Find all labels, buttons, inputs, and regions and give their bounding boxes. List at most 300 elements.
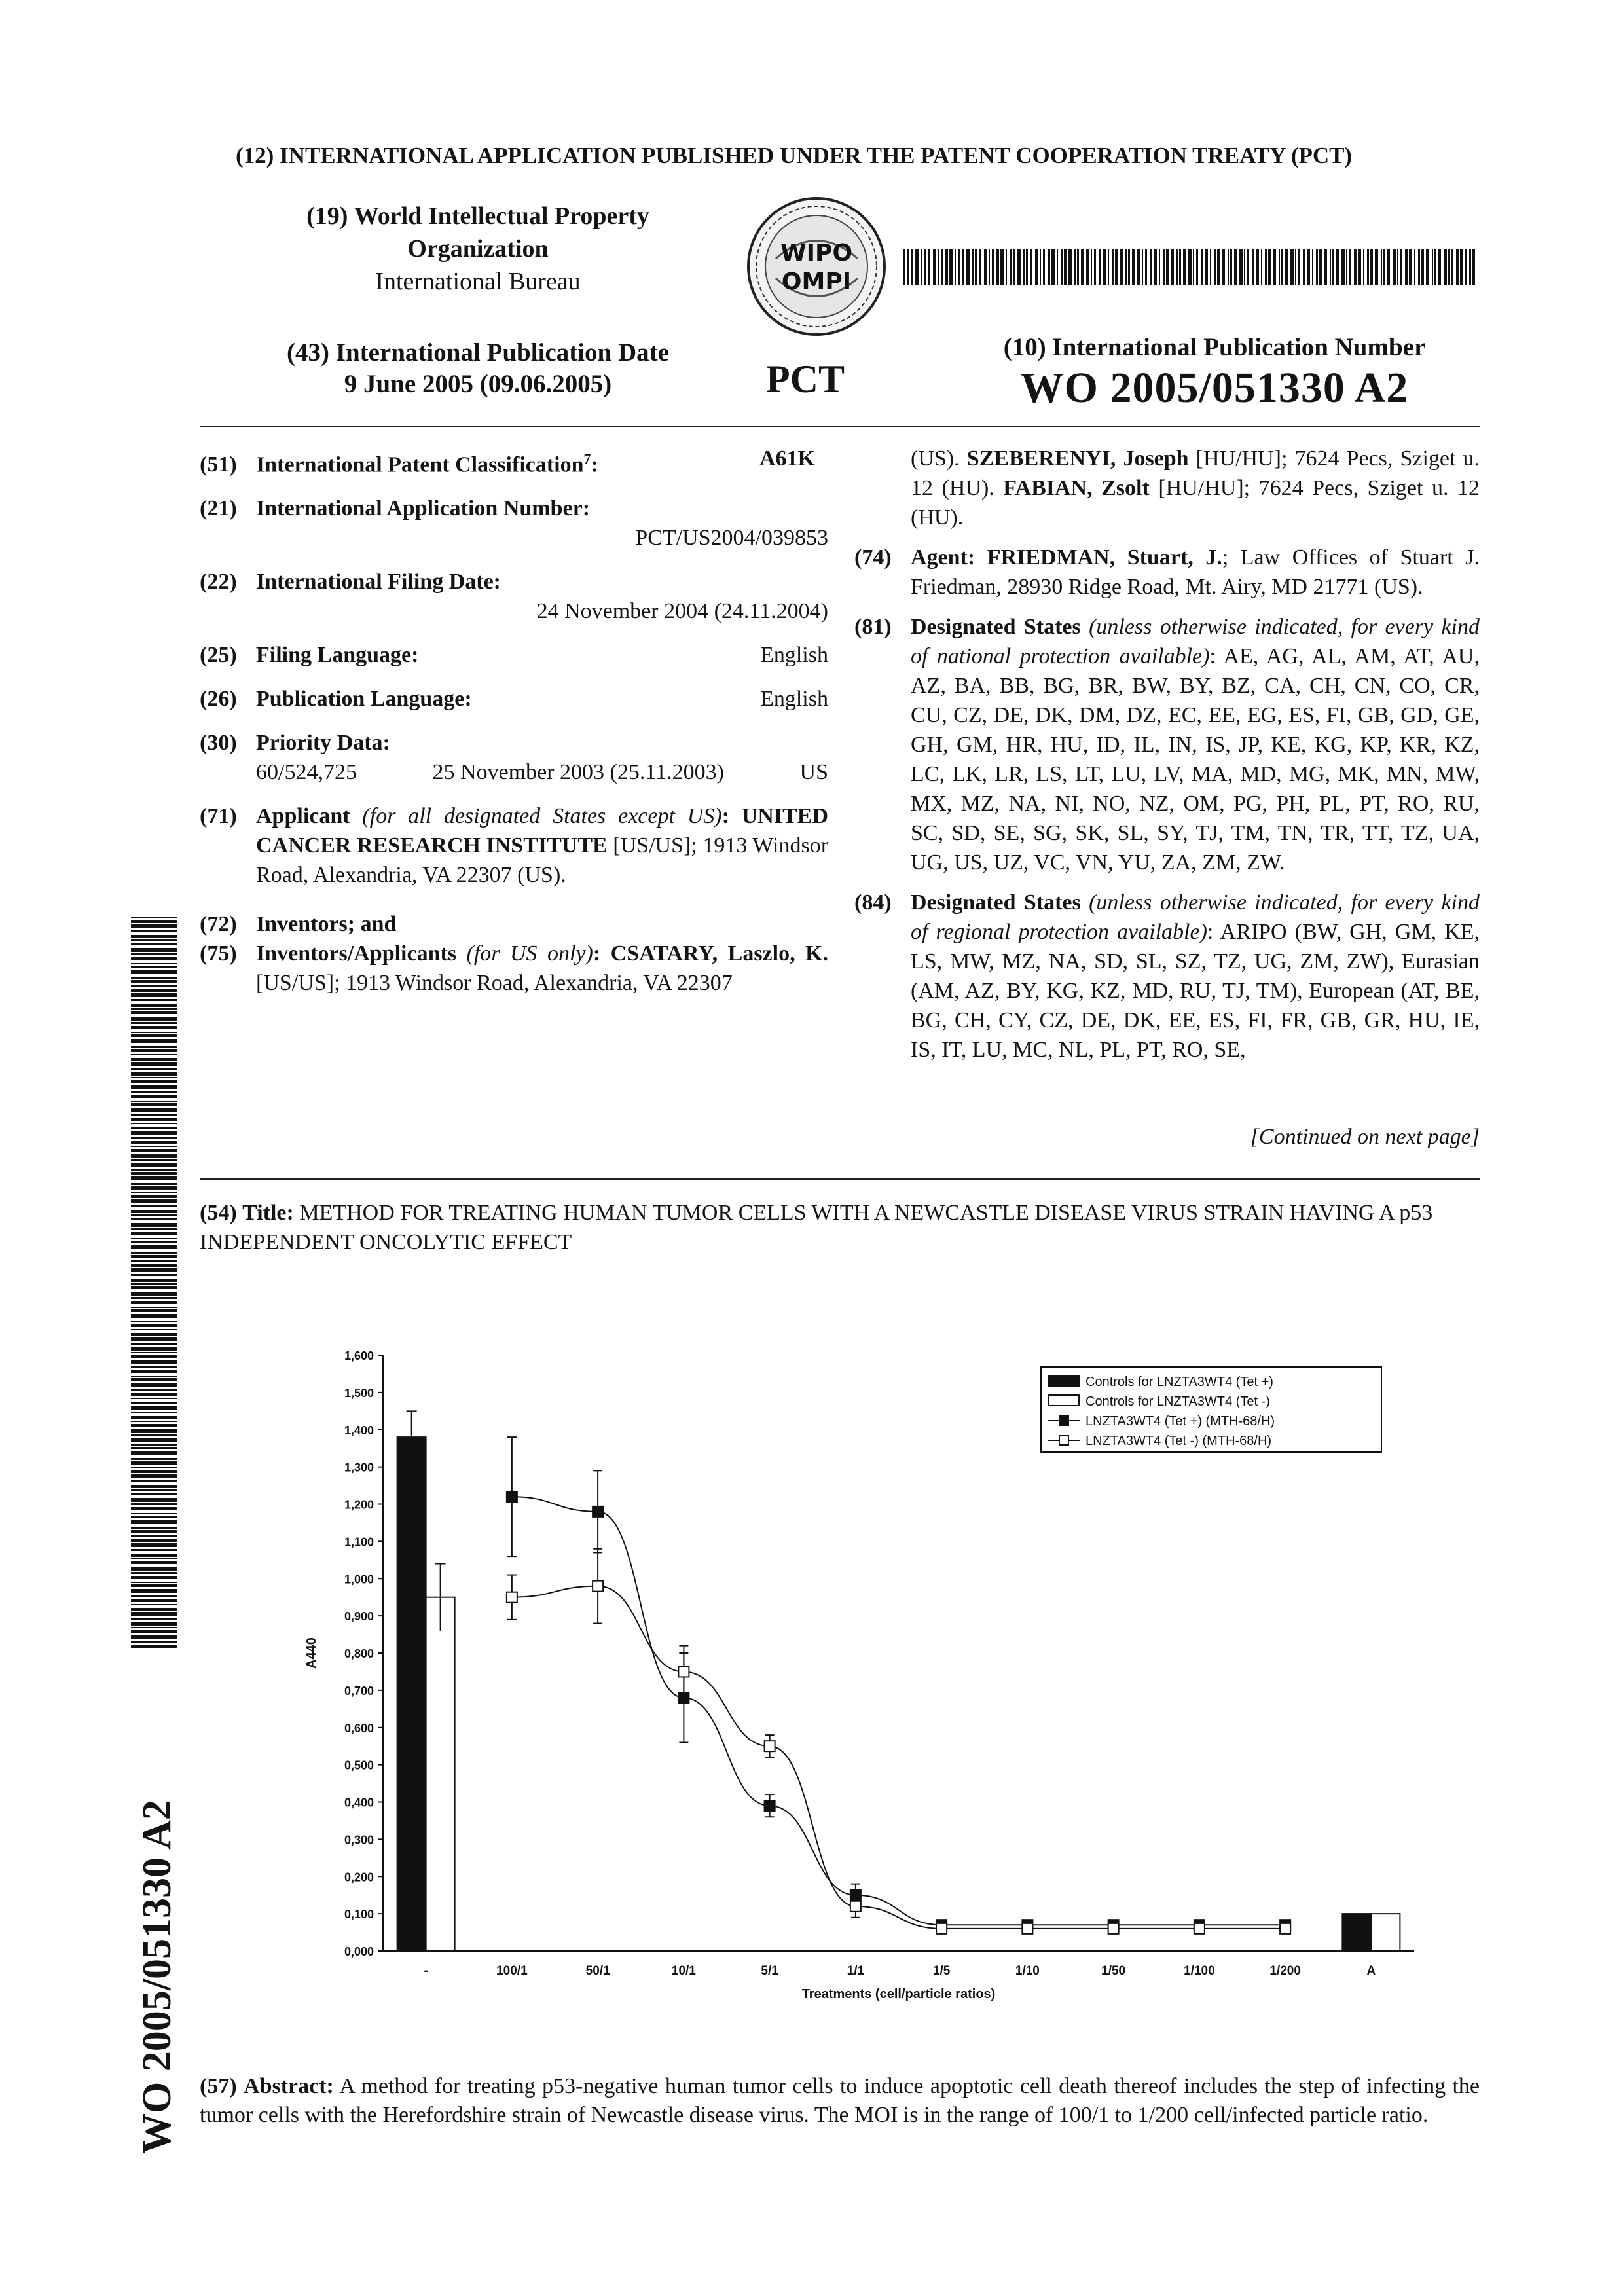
barcode-bar bbox=[131, 1539, 177, 1542]
barcode-bar bbox=[984, 249, 987, 285]
barcode-bar bbox=[1256, 249, 1259, 285]
barcode-bar bbox=[903, 249, 905, 285]
barcode-bar bbox=[1163, 249, 1165, 285]
field-51-colon: : bbox=[591, 452, 598, 477]
pct-mark: PCT bbox=[766, 357, 845, 401]
barcode-bar bbox=[131, 1582, 177, 1583]
barcode-bar bbox=[1068, 249, 1072, 285]
barcode-bar bbox=[131, 1149, 177, 1152]
barcode-bar bbox=[131, 1438, 177, 1442]
legend-marker bbox=[1059, 1416, 1068, 1425]
barcode-bar bbox=[131, 1513, 177, 1514]
regional-states-list: : ARIPO (BW, GH, GM, KE, LS, MW, MZ, NA, SD, SL, SZ, TZ, UG, ZM, ZW), Eurasian (AM, AZ, BY, KG, KZ, MD, RU, TJ, TM), European (AT, BE, BG, CH, CY, CZ, DE, DK, EE, ES, FI, FR, GB, GR, HU, IE, IS, IT, LU, MC, NL, PL, PT, RO, SE, bbox=[911, 920, 1480, 1062]
barcode-bar bbox=[131, 1195, 177, 1198]
barcode-bar bbox=[131, 977, 177, 979]
barcode-bar bbox=[131, 1062, 177, 1066]
field-72-label: Inventors; and bbox=[256, 912, 397, 937]
barcode-bar bbox=[131, 1584, 177, 1587]
barcode-bar bbox=[131, 1635, 177, 1639]
barcode-bar bbox=[131, 1567, 177, 1571]
barcode-bar bbox=[131, 1447, 177, 1449]
x-tick-label: A bbox=[1366, 1964, 1376, 1978]
barcode-bar bbox=[131, 1444, 177, 1446]
barcode-bar bbox=[1201, 249, 1203, 285]
barcode-bar bbox=[131, 1068, 177, 1070]
publication-date-label: (43) International Publication Date bbox=[287, 338, 669, 367]
barcode-bar bbox=[1214, 249, 1216, 285]
barcode-bar bbox=[1125, 249, 1127, 285]
barcode-bar bbox=[131, 989, 177, 992]
barcode-bar bbox=[1023, 249, 1025, 285]
inventors-continued bbox=[854, 444, 1480, 532]
barcode-bar bbox=[131, 1630, 177, 1633]
barcode-bar bbox=[1057, 249, 1058, 285]
data-point bbox=[507, 1491, 517, 1502]
barcode-bar bbox=[131, 1108, 177, 1112]
priority-country: US bbox=[799, 760, 828, 785]
barcode-bar bbox=[131, 1324, 177, 1327]
x-tick-label: 1/50 bbox=[1101, 1964, 1126, 1978]
barcode-bar bbox=[131, 1561, 177, 1564]
barcode-bar bbox=[131, 1054, 177, 1055]
barcode-bar bbox=[131, 1095, 177, 1098]
barcode-bar bbox=[1324, 249, 1327, 285]
publication-date-value: 9 June 2005 (09.06.2005) bbox=[344, 370, 612, 398]
national-states-list: : AE, AG, AL, AM, AT, AU, AZ, BA, BB, BG, BR, BW, BY, BZ, CA, CH, CN, CO, CR, CU, CZ, DE, DK, DM, DZ, EC, EE, EG, ES, FI, GB, GD, GE, GH, GM, HR, HU, ID, IL, IN, IS, JP, KE, KG, KP, KR, KZ, LC, LK, LR, LS, LT, LU, LV, MA, MD, MG, MK, MN, MW, MX, MZ, NA, NI, NO, NZ, OM, PG, PH, PL, PT, RO, RU, SC, SD, SE, SG, SK, SL, SY, TJ, TM, TN, TR, TT, TZ, UA, UG, US, UZ, VC, VN, YU, ZA, ZM, ZW. bbox=[911, 644, 1480, 875]
barcode-bar bbox=[975, 249, 977, 285]
barcode-bar bbox=[921, 249, 922, 285]
field-22-value: 24 November 2004 (24.11.2004) bbox=[536, 599, 828, 624]
bar bbox=[426, 1597, 455, 1951]
barcode-bar bbox=[131, 1402, 177, 1404]
inventor-szeberenyi: SZEBERENYI, Joseph bbox=[966, 446, 1189, 471]
field-51-code: (51) bbox=[200, 452, 237, 477]
barcode-bar bbox=[1154, 249, 1157, 285]
barcode-bar bbox=[1074, 249, 1076, 285]
data-point bbox=[765, 1800, 775, 1811]
barcode-bar bbox=[1460, 249, 1463, 285]
barcode-bar bbox=[1363, 249, 1364, 285]
barcode-bar bbox=[131, 1034, 177, 1037]
publication-number-value: WO 2005/051330 A2 bbox=[1020, 364, 1409, 412]
barcode-bar bbox=[1115, 249, 1118, 285]
barcode-bar bbox=[131, 924, 177, 928]
barcode-bar bbox=[1336, 249, 1339, 285]
field-51-label: International Patent Classification bbox=[256, 452, 584, 477]
barcode-bar bbox=[131, 1186, 177, 1190]
barcode-bar bbox=[131, 1406, 177, 1410]
barcode-bar bbox=[131, 993, 177, 997]
barcode-bar bbox=[1051, 249, 1055, 285]
barcode-bar bbox=[1332, 249, 1334, 285]
barcode-bar bbox=[131, 1461, 177, 1465]
barcode-bar bbox=[131, 1321, 177, 1322]
barcode-bar bbox=[131, 1416, 177, 1419]
barcode-bar bbox=[131, 1210, 177, 1213]
barcode-bar bbox=[1247, 249, 1249, 285]
barcode-bar bbox=[1312, 249, 1313, 285]
barcode-bar bbox=[131, 999, 177, 1001]
barcode-bar bbox=[131, 1205, 177, 1207]
barcode-bar bbox=[131, 1131, 177, 1135]
barcode-bar bbox=[131, 1434, 177, 1436]
barcode-bar bbox=[1166, 249, 1169, 285]
x-tick-label: 1/1 bbox=[847, 1964, 865, 1978]
barcode-bar bbox=[1026, 249, 1028, 285]
barcode-bar bbox=[1077, 249, 1079, 285]
barcode-bar bbox=[1120, 249, 1123, 285]
barcode-bar bbox=[131, 1283, 177, 1285]
barcode-bar bbox=[131, 1169, 177, 1171]
barcode-bar bbox=[131, 1352, 177, 1353]
barcode-bar bbox=[1381, 249, 1382, 285]
barcode-bar bbox=[1128, 249, 1130, 285]
barcode-bar bbox=[1205, 249, 1208, 285]
barcode-bar bbox=[131, 980, 177, 983]
barcode-bar bbox=[1349, 249, 1351, 285]
y-tick-label: 0,100 bbox=[344, 1908, 374, 1922]
barcode-bar bbox=[131, 1527, 177, 1529]
barcode-bar bbox=[1307, 249, 1310, 285]
data-point bbox=[1194, 1923, 1205, 1934]
title-label: Title: bbox=[242, 1201, 294, 1225]
barcode-bar bbox=[1265, 249, 1267, 285]
barcode-bar bbox=[131, 1077, 177, 1078]
barcode-bar bbox=[962, 249, 964, 285]
abstract-text: A method for treating p53-negative human tumor cells to induce apoptotic cell death thereof includes the step of infecting the tumor cells with the Herefordshire strain of Newcastle disease virus. The MOI is in the range of 100/1 to 1/200 cell/infected particle ratio. bbox=[200, 2074, 1480, 2127]
barcode-bar bbox=[1188, 249, 1192, 285]
barcode-bar bbox=[1354, 249, 1357, 285]
field-71-qualifier: (for all designated States except US) bbox=[362, 804, 722, 829]
barcode-bar bbox=[131, 1183, 177, 1185]
barcode-bar bbox=[131, 1424, 177, 1427]
barcode-bar bbox=[131, 1485, 177, 1488]
barcode-bar bbox=[1397, 249, 1398, 285]
y-tick-label: 1,600 bbox=[344, 1349, 374, 1362]
barcode-bar bbox=[907, 249, 909, 285]
barcode-bar bbox=[131, 1307, 177, 1308]
y-tick-label: 1,400 bbox=[344, 1423, 374, 1437]
barcode-bar bbox=[1103, 249, 1106, 285]
barcode-bar bbox=[966, 249, 970, 285]
barcode-bar bbox=[131, 1046, 177, 1048]
continued-note: [Continued on next page] bbox=[1250, 1125, 1480, 1149]
barcode-bar bbox=[989, 249, 990, 285]
legend-label: Controls for LNZTA3WT4 (Tet +) bbox=[1085, 1375, 1273, 1389]
field-84-qualifier: (unless otherwise indicated, for every kind of regional protection available) bbox=[911, 890, 1480, 944]
barcode-bar bbox=[1409, 249, 1412, 285]
bar bbox=[1371, 1914, 1400, 1951]
data-point bbox=[936, 1923, 947, 1934]
barcode-bar bbox=[992, 249, 994, 285]
barcode-bar bbox=[131, 963, 177, 964]
barcode-bar bbox=[131, 1554, 177, 1557]
barcode-bar bbox=[131, 1347, 177, 1351]
legend-swatch bbox=[1049, 1395, 1079, 1406]
barcode-bar bbox=[1035, 249, 1038, 285]
data-point bbox=[765, 1741, 775, 1751]
barcode-bar bbox=[1010, 249, 1012, 285]
y-tick-label: 0,200 bbox=[344, 1870, 374, 1884]
barcode-bar bbox=[131, 1429, 177, 1433]
barcode-bar bbox=[1261, 249, 1262, 285]
y-tick-label: 0,900 bbox=[344, 1610, 374, 1624]
barcode-bar bbox=[1252, 249, 1254, 285]
field-84 bbox=[854, 888, 1480, 1065]
barcode-bar bbox=[1279, 249, 1280, 285]
inventor-name: : CSATARY, Laszlo, K. bbox=[593, 941, 828, 966]
barcode-bar bbox=[131, 1241, 177, 1243]
barcode-bar bbox=[131, 1493, 177, 1495]
barcode-bar bbox=[1145, 249, 1147, 285]
title-divider bbox=[200, 1178, 1480, 1180]
barcode-bar bbox=[1112, 249, 1114, 285]
barcode-bar bbox=[1228, 249, 1229, 285]
barcode-bar bbox=[1081, 249, 1084, 285]
field-21-value: PCT/US2004/039853 bbox=[635, 526, 828, 551]
priority-number: 60/524,725 bbox=[256, 760, 357, 785]
barcode-bar bbox=[1244, 249, 1245, 285]
barcode-bar bbox=[131, 1343, 177, 1345]
barcode-bar bbox=[1239, 249, 1243, 285]
field-21-label: International Application Number: bbox=[256, 496, 591, 521]
barcode-bar bbox=[131, 1451, 177, 1455]
barcode-bar bbox=[911, 249, 913, 285]
barcode-bar bbox=[1268, 249, 1271, 285]
field-75-code: (75) bbox=[200, 941, 237, 966]
legend-swatch bbox=[1049, 1376, 1079, 1386]
barcode-bar bbox=[131, 1199, 177, 1203]
barcode-bar bbox=[1375, 249, 1378, 285]
inventor-address: [US/US]; 1913 Windsor Road, Alexandria, VA 22307 bbox=[256, 971, 733, 996]
barcode-bar bbox=[1210, 249, 1211, 285]
barcode-bar bbox=[131, 1599, 177, 1602]
x-tick-label: 5/1 bbox=[761, 1964, 778, 1978]
field-25-code: (25) bbox=[200, 643, 237, 668]
barcode-bar bbox=[1048, 249, 1050, 285]
y-tick-label: 1,500 bbox=[344, 1386, 374, 1400]
y-tick-label: 1,200 bbox=[344, 1498, 374, 1512]
barcode-bar bbox=[131, 1498, 177, 1502]
barcode-bar bbox=[1030, 249, 1032, 285]
barcode-bar bbox=[131, 1489, 177, 1491]
x-tick-label: 1/5 bbox=[932, 1964, 951, 1978]
barcode-bar bbox=[1465, 249, 1467, 285]
legend-label: Controls for LNZTA3WT4 (Tet -) bbox=[1085, 1394, 1270, 1409]
x-tick-label: 50/1 bbox=[585, 1964, 610, 1978]
barcode-bar bbox=[131, 1543, 177, 1547]
barcode-bar bbox=[928, 249, 930, 285]
barcode-bar bbox=[1421, 249, 1424, 285]
barcode-bar bbox=[1230, 249, 1232, 285]
barcode-bar bbox=[1108, 249, 1109, 285]
barcode-bar bbox=[1132, 249, 1135, 285]
barcode-bar bbox=[1330, 249, 1331, 285]
barcode-bar bbox=[972, 249, 974, 285]
barcode-bar bbox=[131, 1255, 177, 1258]
barcode-bar bbox=[131, 1314, 177, 1318]
field-26 bbox=[200, 684, 828, 714]
bar bbox=[397, 1437, 426, 1951]
x-axis-label: Treatments (cell/particle ratios) bbox=[801, 1987, 996, 2001]
barcode-bar bbox=[131, 1576, 177, 1579]
barcode-bar bbox=[1303, 249, 1305, 285]
barcode-bar bbox=[1006, 249, 1007, 285]
barcode-bar bbox=[131, 1329, 177, 1330]
barcode-bar bbox=[1171, 249, 1174, 285]
abstract bbox=[200, 2072, 1480, 2130]
field-72 bbox=[200, 909, 828, 939]
barcode-bar bbox=[1432, 249, 1433, 285]
side-publication-number: WO 2005/051330 A2 bbox=[135, 1800, 179, 2154]
field-51-sup: 7 bbox=[583, 450, 591, 467]
data-point bbox=[1108, 1923, 1119, 1934]
data-point bbox=[850, 1901, 861, 1912]
field-81-code: (81) bbox=[854, 615, 892, 639]
barcode-bar bbox=[1456, 249, 1459, 285]
abstract-code: (57) bbox=[200, 2074, 237, 2098]
field-25-label: Filing Language: bbox=[256, 643, 419, 668]
barcode-bar bbox=[1295, 249, 1296, 285]
barcode-bar bbox=[1418, 249, 1420, 285]
field-81-label: Designated States bbox=[911, 615, 1081, 639]
x-tick-label: 1/100 bbox=[1184, 1964, 1215, 1978]
data-point bbox=[1280, 1923, 1290, 1934]
barcode-bar bbox=[131, 1091, 177, 1093]
barcode-bar bbox=[131, 1393, 177, 1396]
barcode-bar bbox=[1434, 249, 1436, 285]
barcode-bar bbox=[131, 1245, 177, 1249]
field-71-label: Applicant bbox=[256, 804, 350, 829]
barcode-bar bbox=[131, 1163, 177, 1167]
field-84-label: Designated States bbox=[911, 890, 1081, 915]
barcode-bar bbox=[131, 1032, 177, 1033]
y-tick-label: 1,300 bbox=[344, 1461, 374, 1474]
x-tick-label: - bbox=[424, 1964, 428, 1978]
field-81 bbox=[854, 612, 1480, 877]
data-point bbox=[1022, 1923, 1032, 1934]
field-81-qualifier: (unless otherwise indicated, for every kind of national protection available) bbox=[911, 615, 1480, 668]
field-22-label: International Filing Date: bbox=[256, 570, 501, 594]
barcode-bar bbox=[945, 249, 948, 285]
barcode-bar bbox=[1400, 249, 1402, 285]
barcode-bar bbox=[131, 1085, 177, 1089]
barcode-bar bbox=[1176, 249, 1178, 285]
barcode-bar bbox=[131, 1011, 177, 1014]
barcode-bar bbox=[131, 1333, 177, 1336]
publication-date-block bbox=[262, 337, 694, 400]
barcode-bar bbox=[131, 1004, 177, 1007]
barcode-bar bbox=[131, 1274, 177, 1276]
barcode-bar bbox=[131, 1218, 177, 1220]
barcode-bar bbox=[131, 1118, 177, 1121]
agent-address: ; Law Offices of Stuart J. Friedman, 28930 Ridge Road, Mt. Airy, MD 21771 (US). bbox=[911, 545, 1480, 599]
barcode-bar bbox=[131, 1474, 177, 1478]
field-72-code: (72) bbox=[200, 912, 237, 937]
barcode-bar bbox=[1013, 249, 1015, 285]
field-51 bbox=[200, 444, 828, 479]
barcode-bar bbox=[131, 1383, 177, 1387]
series-line bbox=[512, 1586, 1285, 1929]
barcode-bar bbox=[131, 1260, 177, 1262]
barcode-bar bbox=[1414, 249, 1415, 285]
barcode-bar bbox=[1179, 249, 1181, 285]
barcode-bar bbox=[1298, 249, 1300, 285]
series-line bbox=[512, 1497, 1285, 1925]
field-74-code: (74) bbox=[854, 545, 892, 570]
barcode-bar bbox=[131, 1232, 177, 1235]
barcode-bar bbox=[1367, 249, 1369, 285]
barcode-bar bbox=[1438, 249, 1441, 285]
barcode-bar bbox=[131, 1421, 177, 1422]
barcode-bar bbox=[955, 249, 956, 285]
field-26-label: Publication Language: bbox=[256, 687, 472, 712]
barcode-bar bbox=[131, 1159, 177, 1161]
barcode-bar bbox=[131, 1572, 177, 1574]
barcode-bar bbox=[131, 1172, 177, 1175]
field-26-value: English bbox=[760, 687, 828, 712]
org-bureau: International Bureau bbox=[375, 268, 581, 295]
inventors-cont-b: [HU/HU]; 7624 Pecs, Sziget u. 12 (HU). bbox=[911, 446, 1480, 500]
legend-marker bbox=[1059, 1436, 1068, 1445]
barcode-bar bbox=[1043, 249, 1045, 285]
barcode-bar bbox=[1393, 249, 1396, 285]
barcode-bar bbox=[1193, 249, 1194, 285]
barcode-bar bbox=[131, 1176, 177, 1180]
barcode-bar bbox=[1319, 249, 1322, 285]
barcode-bar bbox=[131, 1127, 177, 1129]
legend-label: LNZTA3WT4 (Tet -) (MTH-68/H) bbox=[1085, 1434, 1272, 1448]
barcode-bar bbox=[131, 1360, 177, 1364]
barcode-bar bbox=[131, 1192, 177, 1193]
barcode-bar bbox=[1341, 249, 1345, 285]
barcode-bar bbox=[131, 1252, 177, 1254]
barcode-bar bbox=[938, 249, 939, 285]
barcode-bar bbox=[131, 1618, 177, 1620]
barcode-bar bbox=[131, 1589, 177, 1593]
barcode-bar bbox=[131, 1103, 177, 1106]
barcode-bar bbox=[958, 249, 960, 285]
inventors-cont-c: [HU/HU]; 7624 Pecs, Sziget u. 12 (HU). bbox=[911, 476, 1480, 530]
barcode-bar bbox=[131, 966, 177, 968]
x-tick-label: 1/10 bbox=[1015, 1964, 1040, 1978]
barcode-bar bbox=[131, 1458, 177, 1460]
barcode-bar bbox=[131, 1503, 177, 1505]
barcode-bar bbox=[924, 249, 926, 285]
barcode-bar bbox=[1358, 249, 1361, 285]
barcode-bar bbox=[131, 1008, 177, 1010]
barcode-bar bbox=[131, 1389, 177, 1391]
barcode-bar bbox=[1448, 249, 1450, 285]
field-21-code: (21) bbox=[200, 496, 237, 521]
barcode-bar bbox=[1290, 249, 1294, 285]
barcode-bar bbox=[1099, 249, 1101, 285]
barcode-bar bbox=[1346, 249, 1347, 285]
barcode-bar bbox=[131, 1622, 177, 1626]
barcode-bar bbox=[1273, 249, 1276, 285]
barcode-bar bbox=[131, 1101, 177, 1102]
barcode-bar bbox=[131, 1039, 177, 1043]
barcode-bar bbox=[131, 1228, 177, 1230]
org-code: (19) bbox=[306, 202, 348, 230]
barcode-bar bbox=[131, 1154, 177, 1158]
publication-number-block bbox=[936, 333, 1493, 413]
field-75-qualifier: (for US only) bbox=[466, 941, 593, 966]
barcode-bar bbox=[131, 957, 177, 960]
title-text: METHOD FOR TREATING HUMAN TUMOR CELLS WITH A NEWCASTLE DISEASE VIRUS STRAIN HAVING A p53 INDEPENDENT ONCOLYTIC EFFECT bbox=[200, 1201, 1433, 1254]
barcode-bar bbox=[131, 939, 177, 941]
barcode-bar bbox=[131, 1627, 177, 1628]
